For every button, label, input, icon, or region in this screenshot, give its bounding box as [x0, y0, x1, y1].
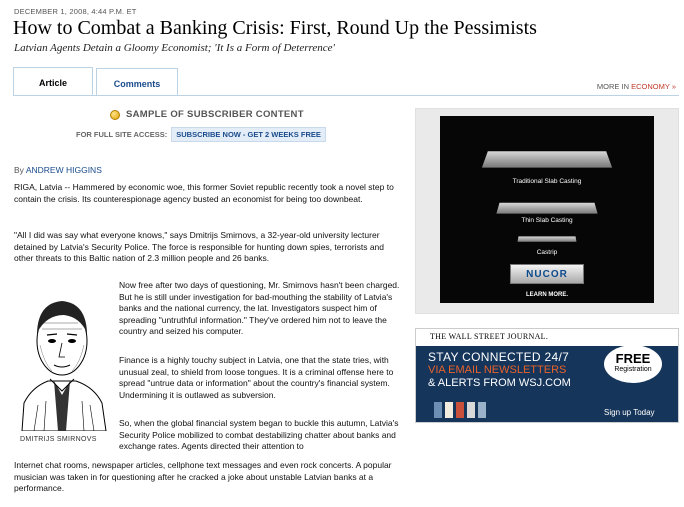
- full-access: [76, 127, 326, 142]
- article-paragraph: Internet chat rooms, newspaper articles, cellphone text messages and even rock concerts. A popular musician was taken in for questioning after he cracked a joke about unstable Latvian banks at a performance.: [14, 460, 392, 493]
- article-paragraph: Finance is a highly touchy subject in Latvia, one that the state tries, with unusual zeal, to shield from loose tongues. It is a criminal offense here to spread "untrue data or information" about the country's financial system. Undermining it is outlawed as subversion.: [119, 355, 394, 400]
- ad-line-2: VIA EMAIL NEWSLETTERS: [428, 364, 567, 376]
- byline-prefix: By: [14, 165, 24, 175]
- byline: [14, 165, 102, 175]
- stripe: [467, 402, 475, 418]
- nucor-logo: NUCOR: [510, 264, 584, 284]
- wsj-newsletter-ad[interactable]: [415, 328, 679, 423]
- stripe: [478, 402, 486, 418]
- decorative-stripes: [434, 402, 486, 418]
- ad-label-castrip: Castrip: [536, 249, 558, 256]
- ad-label-thin: Thin Slab Casting: [521, 217, 573, 224]
- registration-label: Registration: [614, 366, 652, 373]
- nucor-ad[interactable]: [415, 108, 679, 314]
- access-label: FOR FULL SITE ACCESS:: [76, 130, 168, 139]
- slab-graphic: [496, 203, 597, 214]
- more-in-label: MORE IN: [596, 82, 630, 91]
- portrait-caption: DMITRIJS SMIRNOVS: [20, 436, 97, 443]
- more-in-arrow: »: [671, 82, 676, 91]
- wsj-ad-header: [416, 329, 679, 346]
- slab-graphic: [482, 151, 612, 167]
- more-in-link[interactable]: [597, 82, 676, 91]
- dateline: DECEMBER 1, 2008, 4:44 P.M. ET: [14, 7, 137, 16]
- free-label: FREE: [615, 351, 651, 366]
- nucor-ad-canvas: [440, 116, 654, 303]
- portrait-image: [14, 283, 110, 431]
- tab-divider: [13, 95, 679, 96]
- stripe: [445, 402, 453, 418]
- stripe: [456, 402, 464, 418]
- ad-label-traditional: Traditional Slab Casting: [512, 178, 582, 185]
- stripe: [434, 402, 442, 418]
- author-link[interactable]: ANDREW HIGGINS: [25, 165, 102, 175]
- article-paragraph: Now free after two days of questioning, Mr. Smirnovs hasn't been charged. But he is still under investigation for bad-mouthing the stability of Latvia's banks and the national currency, the lat. Investigators suspect him of spreading "untruthful information." They've ordered him not to leave the country and seized his computer.: [119, 280, 400, 336]
- tab-article[interactable]: Article: [13, 67, 93, 96]
- wsj-logo: THE WALL STREET JOURNAL.: [430, 332, 549, 341]
- article-paragraph: So, when the global financial system began to buckle this autumn, Latvia's Security Police mobilized to combat destabilizing chatter about banks and exchange rates. Agents directed their attention to: [119, 418, 399, 451]
- slab-graphic: [518, 236, 577, 241]
- ad-line-1: STAY CONNECTED 24/7: [428, 350, 570, 364]
- ad-line-3: & ALERTS FROM WSJ.COM: [428, 377, 571, 389]
- lock-icon: [110, 110, 120, 120]
- tab-comments[interactable]: Comments: [96, 68, 178, 96]
- subscribe-button[interactable]: SUBSCRIBE NOW - GET 2 WEEKS FREE: [171, 127, 326, 142]
- free-badge: [604, 345, 662, 383]
- learn-more-link[interactable]: LEARN MORE.: [526, 292, 568, 298]
- sample-label: SAMPLE OF SUBSCRIBER CONTENT: [126, 109, 304, 120]
- headline: How to Combat a Banking Crisis: First, Round Up the Pessimists: [13, 17, 537, 39]
- subscriber-sample: [110, 109, 304, 120]
- signup-link[interactable]: Sign up Today: [604, 408, 655, 417]
- article-paragraph: RIGA, Latvia -- Hammered by economic woe, this former Soviet republic recently took a novel step to contain the crisis. Its counterespionage agency busted an economist for being too downbeat.: [14, 182, 394, 204]
- wsj-ad-body: [416, 346, 679, 423]
- article-paragraph: "All I did was say what everyone knows," says Dmitrijs Smirnovs, a 32-year-old university lecturer detained by Latvia's Security Police. The force is responsible for hunting down spies, terrorists and other threats to this Baltic nation of 2.3 million people and 26 banks.: [14, 230, 384, 263]
- deck: Latvian Agents Detain a Gloomy Economist; 'It Is a Form of Deterrence': [14, 42, 335, 54]
- more-in-section[interactable]: ECONOMY: [631, 82, 670, 91]
